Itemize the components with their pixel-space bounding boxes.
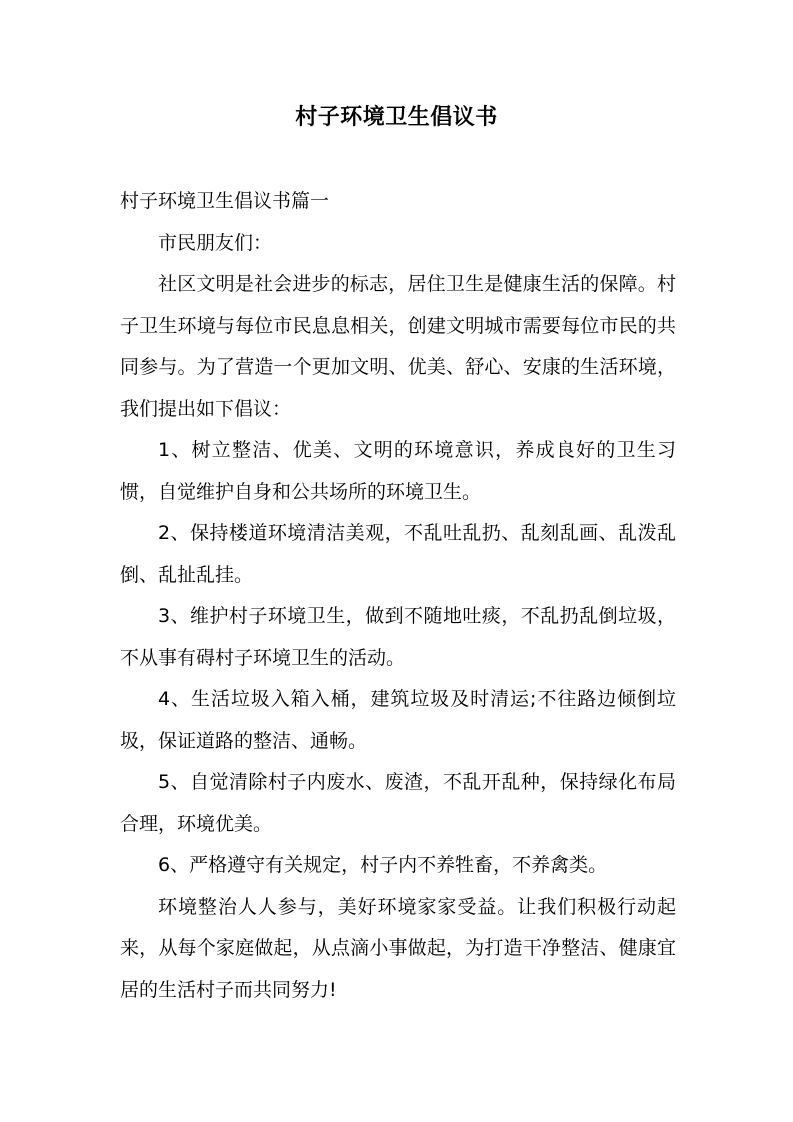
paragraph-item-1: 1、树立整洁、优美、文明的环境意识，养成良好的卫生习惯，自觉维护自身和公共场所的环境卫生。 [120, 439, 676, 503]
paragraph-closing: 环境整治人人参与，美好环境家家受益。让我们积极行动起来，从每个家庭做起，从点滴小事做起，为打造干净整洁、健康宜居的生活村子而共同努力! [120, 895, 676, 1001]
document-body [120, 181, 676, 1011]
salutation: 市民朋友们： [158, 231, 273, 254]
paragraph-item-3: 3、维护村子环境卫生，做到不随地吐痰，不乱扔乱倒垃圾，不从事有碍村子环境卫生的活动。 [120, 605, 676, 669]
section-heading: 村子环境卫生倡议书篇一 [120, 190, 330, 212]
document-title: 村子环境卫生倡议书 [295, 105, 498, 130]
paragraph-item-5: 5、自觉清除村子内废水、废渣，不乱开乱种，保持绿化布局合理，环境优美。 [120, 771, 676, 835]
paragraph-item-6: 6、严格遵守有关规定，村子内不养牲畜，不养禽类。 [158, 854, 608, 876]
paragraph-item-2: 2、保持楼道环境清洁美观，不乱吐乱扔、乱刻乱画、乱泼乱倒、乱扯乱挂。 [120, 522, 676, 586]
paragraph-intro: 社区文明是社会进步的标志，居住卫生是健康生活的保障。村子卫生环境与每位市民息息相关，创建文明城市需要每位市民的共同参与。为了营造一个更加文明、优美、舒心、安康的生活环境，我们提出如下倡议： [120, 273, 676, 420]
paragraph-item-4: 4、生活垃圾入箱入桶，建筑垃圾及时清运;不往路边倾倒垃圾，保证道路的整洁、通畅。 [120, 688, 676, 752]
